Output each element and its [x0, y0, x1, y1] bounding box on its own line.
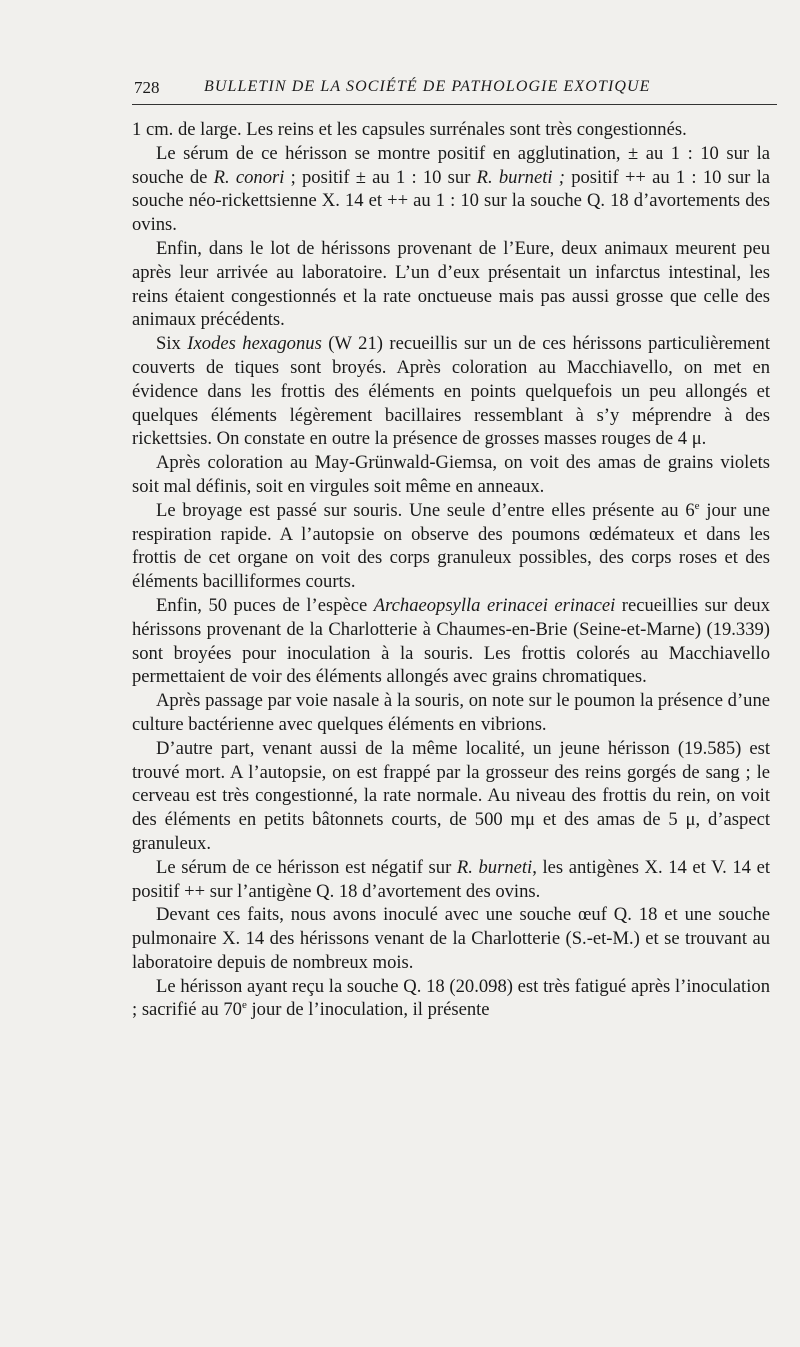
header-rule	[132, 104, 777, 105]
superscript: e	[241, 999, 247, 1012]
superscript: e	[694, 499, 700, 512]
text-run: 1 cm. de large. Les reins et les capsules surrénales sont très congestionnés.	[132, 119, 687, 140]
text-run: Six	[156, 333, 188, 355]
text-run: Devant ces faits, nous avons inoculé avec une souche œuf Q. 18 et une souche pulmonaire X. 14 des hérissons venant de la Charlotterie (S.-et-M.) et se trouvant au laboratoire depuis de nombreux mois.	[132, 904, 770, 973]
paragraph	[132, 689, 770, 737]
article-body	[132, 118, 770, 1022]
text-run: , les antigènes X. 14 et V. 14 et positif ++ sur l’antigène Q. 18 d’avortement des ovins.	[132, 856, 770, 902]
paragraph	[132, 142, 770, 237]
text-run: recueillies sur deux hérissons provenant de la Charlotterie à Chaumes-en-Brie (Seine-et-Marne) (19.339) sont broyées pour inoculation à la souris. Les frottis colorés au Macchiavello permettaient de voir des éléments allongés avec grains chromatiques.	[132, 594, 770, 688]
text-run: jour de l’inoculation, il présente	[246, 999, 490, 1021]
italic-term: R. conori	[213, 166, 285, 188]
text-run: Le broyage est passé sur souris. Une seule d’entre elles présente au 6	[156, 499, 695, 521]
running-title: BULLETIN DE LA SOCIÉTÉ DE PATHOLOGIE EXOTIQUE	[204, 78, 651, 95]
text-run: ; positif ± au 1 : 10 sur	[284, 166, 477, 188]
paragraph	[132, 903, 770, 974]
paragraph	[132, 499, 770, 594]
text-run: Le sérum de ce hérisson se montre positif en agglutination, ± au 1 : 10 sur la souche de	[132, 142, 770, 188]
running-header	[0, 70, 800, 106]
paragraph	[132, 332, 770, 451]
paragraph	[132, 451, 770, 499]
paragraph	[132, 118, 770, 142]
text-run: Enfin, 50 puces de l’espèce	[156, 594, 374, 616]
text-run: Après passage par voie nasale à la souris, on note sur le poumon la présence d’une culture bactérienne avec quelques éléments en vibrions.	[132, 690, 770, 735]
italic-term: R. burneti	[456, 856, 533, 878]
paragraph	[132, 737, 770, 856]
italic-term: Ixodes hexagonus	[187, 333, 322, 355]
paragraph	[132, 594, 770, 689]
text-run: D’autre part, venant aussi de la même localité, un jeune hérisson (19.585) est trouvé mort. A l’autopsie, on est frappé par la grosseur des reins gorgés de sang ; le cerveau est très congestionné, la rate normale. Au niveau des frottis du rein, on voit des éléments en petits bâtonnets courts, de 500 mμ et des amas de 5 μ, d’aspect granuleux.	[132, 737, 770, 854]
page-number: 728	[134, 78, 160, 97]
text-run: positif ++ au 1 : 10 sur la souche néo-rickettsienne X. 14 et ++ au 1 : 10 sur la souche Q. 18 d’avortements des ovins.	[132, 166, 770, 236]
italic-term: Archaeopsylla erinacei erinacei	[373, 594, 616, 616]
text-run: Le hérisson ayant reçu la souche Q. 18 (20.098) est très fatigué après l’inoculation ; sacrifié au 70	[132, 975, 770, 1021]
text-run: jour une respiration rapide. A l’autopsie on observe des poumons œdémateux et dans les frottis de cet organe on voit des corps granuleux possibles, des corps roses et des éléments bacilliformes courts.	[132, 499, 770, 593]
text-run: Après coloration au May-Grünwald-Giemsa, on voit des amas de grains violets soit mal définis, soit en virgules soit même en anneaux.	[132, 452, 770, 497]
text-run: Enfin, dans le lot de hérissons provenant de l’Eure, deux animaux meurent peu après leur arrivée au laboratoire. L’un d’eux présentait un infarctus intestinal, les reins étaient congestionnés et la rate onctueuse mais pas aussi grosse que celle des animaux précédents.	[132, 237, 770, 331]
paragraph	[132, 856, 770, 904]
paragraph	[132, 237, 770, 332]
paragraph	[132, 975, 770, 1023]
italic-term: R. burneti ;	[476, 166, 565, 188]
text-run: (W 21) recueillis sur un de ces hérissons particulièrement couverts de tiques sont broyés. Après coloration au Macchiavello, on met en évidence dans les frottis des éléments en points quelquefois un peu allongés et quelques éléments légèrement bacillaires ressemblant à s’y méprendre à des rickettsies. On constate en outre la présence de grosses masses rouges de 4 μ.	[132, 333, 771, 450]
text-run: Le sérum de ce hérisson est négatif sur	[156, 856, 457, 878]
